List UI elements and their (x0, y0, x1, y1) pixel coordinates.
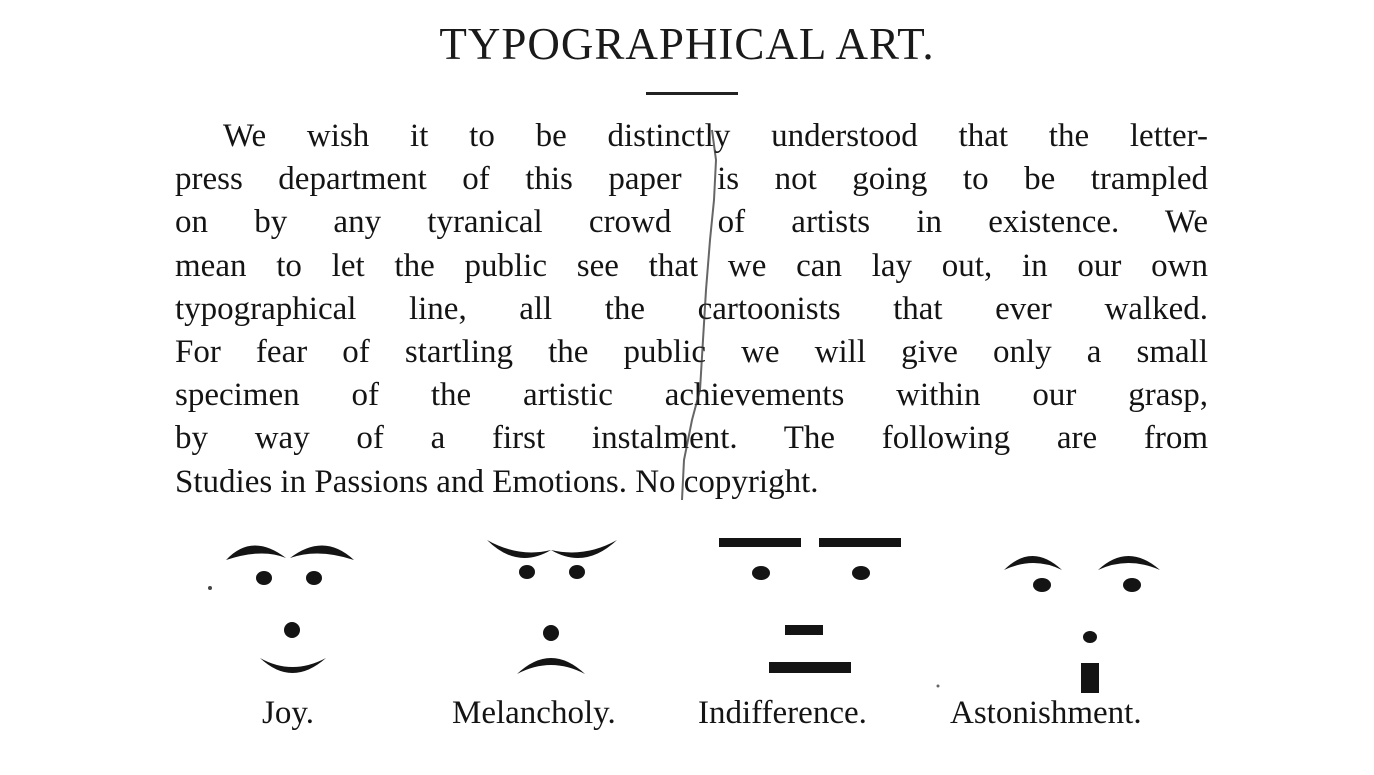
body-line-3: on by any tyranical crowd of artists in existence. We (175, 204, 1208, 241)
melancholy-face-icon (485, 530, 625, 695)
joy-label: Joy. (262, 695, 314, 731)
emoticon-row (0, 520, 1374, 720)
body-line-5: typographical line, all the cartoonists that ever walked. (175, 290, 1208, 327)
body-line-9: Studies in Passions and Emotions. No copyright. (175, 463, 819, 500)
body-line-1: We wish it to be distinctly understood that the letter- (223, 118, 1208, 154)
body-line-2: press department of this paper is not going to be trampled (175, 161, 1208, 198)
indifference-label: Indifference. (698, 695, 867, 731)
article-title: TYPOGRAPHICAL ART. (439, 19, 935, 69)
title-divider (646, 92, 738, 95)
astonishment-face-icon (1000, 530, 1170, 695)
astonishment-label: Astonishment. (950, 695, 1142, 731)
melancholy-label: Melancholy. (452, 695, 616, 731)
article-body (175, 115, 1208, 504)
joy-face-icon (222, 530, 362, 695)
indifference-face-icon (715, 530, 915, 695)
body-line-8: by way of a first instalment. The following are from (175, 420, 1208, 457)
body-line-4: mean to let the public see that we can lay out, in our own (175, 247, 1208, 284)
body-line-7: specimen of the artistic achievements within our grasp, (175, 377, 1208, 414)
body-line-6: For fear of startling the public we will give only a small (175, 333, 1208, 370)
